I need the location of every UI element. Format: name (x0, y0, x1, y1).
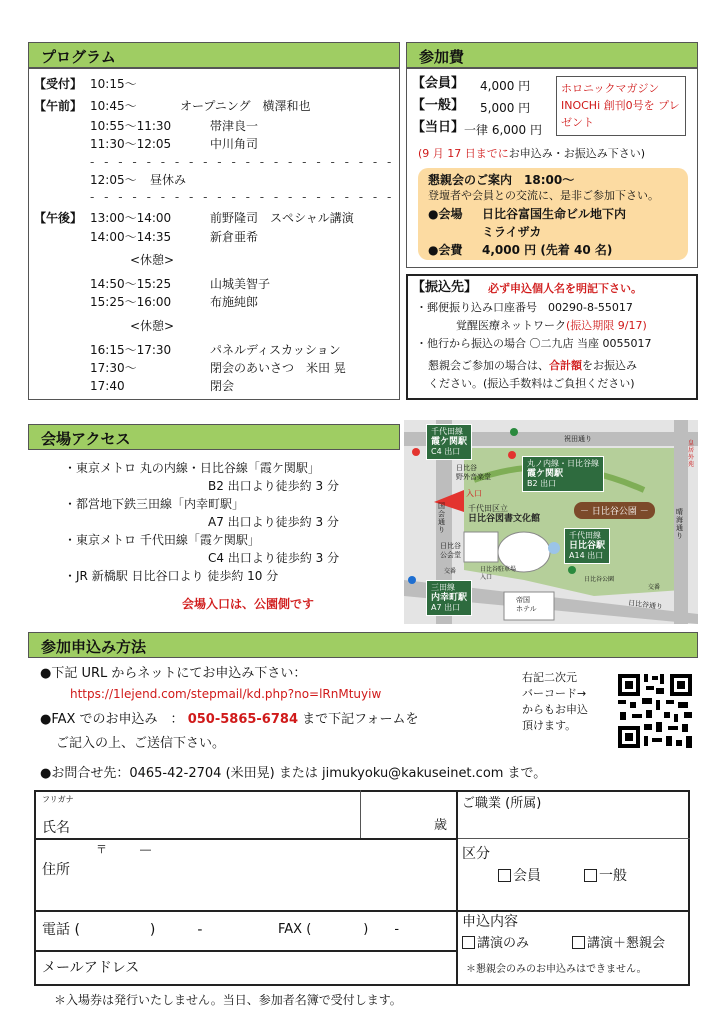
lecture-party-text: 講演＋懇親会 (587, 936, 666, 951)
hall-2: 公会堂 (440, 551, 461, 559)
qr-note-3: からもお申込 (522, 703, 588, 716)
access-line-2: B2 出口より徒歩約 3 分 (208, 479, 339, 493)
entrance-note: 会場入口は、公園側です (182, 597, 315, 611)
outdoor-2: 野外音楽堂 (456, 473, 491, 481)
apply-title: 参加申込み方法 (41, 638, 147, 656)
access-line-5: ・東京メトロ 千代田線「霞ケ関駅」 (64, 533, 260, 547)
apply-contact: ●お問合せ先：0465-42-2704 (米田晃) または jimukyoku@kakuseinet.com まで。 (40, 766, 547, 781)
am-text-3: 中川角司 (210, 137, 259, 151)
party-title: 懇親会のご案内 18:00～ (428, 173, 575, 187)
party-note-3: ください。(振込手数料はご負担ください) (428, 377, 635, 390)
qr-code-icon[interactable] (616, 672, 694, 750)
a14-station: 日比谷駅 (569, 541, 606, 551)
hotel-1: 帝国 (516, 596, 530, 604)
pm-time-9: 17:40 (90, 379, 125, 393)
am-time-1: 10:45～ (90, 99, 137, 113)
road-hibiya: 日比谷通り (627, 598, 664, 612)
station-c4-label (426, 424, 472, 460)
program-header (28, 42, 400, 68)
park-label: － 日比谷公園 － (574, 502, 655, 519)
job-input[interactable] (462, 812, 684, 834)
job-label: ご職業 (所属) (462, 796, 542, 811)
general-price: 5,000 円 (480, 101, 531, 115)
pm-text-5: 布施純郎 (210, 295, 259, 309)
c4-exit: C4 出口 (431, 447, 461, 456)
party-venue: 日比谷富国生命ビル地下内 (482, 207, 627, 221)
general-text: 一般 (599, 868, 627, 884)
pm-time-4: 14:50～15:25 (90, 277, 172, 291)
program-title: プログラム (41, 48, 116, 66)
divider-dashes-2: - - - - - - - - - - - - - - - - - - - - - - (90, 190, 395, 204)
name-input[interactable] (80, 804, 350, 834)
fax-prefix: ●FAX でのお申込み ： (40, 712, 184, 727)
am-text-1: オープニング 横澤和也 (180, 99, 311, 113)
lunch-text: 昼休み (150, 173, 187, 187)
fax-field-label[interactable]: FAX ( ) - (278, 922, 400, 937)
qr-note-1: 右記二次元 (522, 671, 577, 684)
library-ward: 千代田区立 (468, 504, 508, 513)
member-text: 会員 (513, 868, 541, 884)
pm-time-5: 15:25～16:00 (90, 295, 172, 309)
road-harumi: 晴海通り (676, 508, 683, 540)
parking-1: 日比谷駐車場 (480, 566, 517, 573)
general-label: 【一般】 (412, 98, 465, 113)
general-checkbox[interactable] (584, 869, 597, 882)
qr-note (522, 670, 588, 734)
hotel-2: ホテル (516, 605, 537, 613)
lecture-only-text: 講演のみ (477, 936, 530, 951)
outdoor-1: 日比谷 (456, 464, 477, 472)
email-label[interactable]: メールアドレス (42, 960, 140, 976)
am-text-2: 帯津良一 (210, 119, 259, 133)
pm-time-7: 16:15～17:30 (90, 343, 172, 357)
pm-label: 【午後】 (34, 211, 83, 225)
pm-time-8: 17:30～ (90, 361, 137, 375)
pm-text-7: パネルディスカッション (210, 343, 341, 357)
venue-map (404, 420, 698, 624)
deadline-note (418, 146, 645, 162)
address-label: 住所 (42, 862, 70, 878)
road-kokkai: 国会通り (438, 502, 445, 534)
deadline-red: (9 月 17 日までに (418, 147, 509, 160)
hibiya-park-mark: 日比谷公園 (584, 576, 615, 583)
content-label: 申込内容 (462, 914, 518, 930)
party-venue2: ミライザカ (482, 225, 542, 239)
holder-deadline: (振込期限 9/17) (566, 319, 647, 332)
phone-label[interactable]: 電話 ( ) - (42, 922, 203, 938)
access-line-3: ・都営地下鉄三田線「内幸町駅」 (64, 497, 245, 511)
pm-time-2: 14:00～14:35 (90, 230, 172, 244)
holder-name: 覚醒医療ネットワーク (456, 319, 566, 332)
pm-time-1: 13:00～14:00 (90, 211, 172, 225)
pm-text-1: 前野隆司 スペシャル講演 (210, 211, 354, 225)
apply-header (28, 632, 698, 658)
furigana-label: フリガナ (42, 795, 74, 804)
b2-line: 丸ノ内線・日比谷線 (527, 459, 599, 468)
koban-label: 交番 (444, 568, 457, 575)
transfer-title: 【振込先】 (412, 280, 478, 295)
station-a7-label (426, 580, 472, 616)
reception-time: 10:15～ (90, 77, 137, 91)
lecture-party-checkbox[interactable] (572, 936, 585, 949)
party-note-1: 懇親会ご参加の場合は、 (428, 359, 549, 372)
member-label: 【会員】 (412, 76, 465, 91)
am-label: 【午前】 (34, 99, 83, 113)
postal-account: ・郵便振り込み口座番号 00290-8-55017 (416, 301, 633, 314)
age-label: 歳 (434, 818, 448, 833)
address-input[interactable] (84, 856, 450, 906)
lecture-only-checkbox[interactable] (462, 936, 475, 949)
fax-suffix: まで下記フォームを (302, 712, 419, 727)
break-1: <休憩> (130, 253, 175, 267)
party-fee: 4,000 円 (先着 40 名) (482, 243, 613, 257)
member-price: 4,000 円 (480, 79, 531, 93)
road-iwai: 祝田通り (564, 435, 592, 443)
postal-mark: 〒 ― (96, 843, 151, 856)
footer-note: ＊入場券は発行いたしません。当日、参加者名簿で受付します。 (54, 993, 402, 1007)
koban-label-2: 交番 (648, 584, 661, 591)
parking-label (480, 566, 516, 582)
access-line-6: C4 出口より徒歩約 3 分 (208, 551, 340, 565)
transfer-note: 必ず申込個人名を明記下さい。 (488, 282, 642, 295)
age-input[interactable] (366, 804, 430, 834)
fee-header (406, 42, 698, 68)
lunch-time: 12:05～ (90, 173, 137, 187)
lecture-only-option[interactable] (462, 936, 529, 952)
member-checkbox[interactable] (498, 869, 511, 882)
category-general[interactable] (584, 868, 627, 884)
bank-info: ・他行から振込の場合 〇二九店 当座 0055017 (416, 337, 652, 350)
pm-text-2: 新倉亜希 (210, 230, 259, 244)
party-desc: 登壇者や会員との交流に、是非ご参加下さい。 (428, 189, 659, 202)
access-line-4: A7 出口より徒歩約 3 分 (208, 515, 339, 529)
qr-note-4: 頂けます。 (522, 719, 577, 732)
road-kokyogaien: 皇居外苑 (688, 440, 695, 468)
hall-1: 日比谷 (440, 542, 461, 550)
lecture-party-option[interactable] (572, 936, 665, 952)
b2-station: 霞ケ関駅 (527, 469, 564, 479)
fax-number: 050-5865-6784 (187, 712, 298, 727)
station-dot-c4 (510, 428, 518, 436)
entrance-label: 入口 (466, 489, 482, 498)
library-label (468, 504, 540, 524)
party-venue-label: ●会場 (428, 207, 463, 221)
account-holder (456, 318, 647, 334)
deadline-rest: お申込み・お振込み下さい) (508, 147, 646, 160)
station-b2-label (522, 456, 604, 492)
am-time-2: 10:55～11:30 (90, 119, 172, 133)
b2-exit: B2 出口 (527, 479, 557, 488)
party-note-2: をお振込み (582, 359, 637, 372)
party-fee-label: ●会費 (428, 243, 463, 257)
a7-exit: A7 出口 (431, 603, 461, 612)
library-name: 日比谷図書文化館 (468, 514, 541, 524)
c4-line: 千代田線 (431, 427, 463, 436)
apply-web: ●下記 URL からネットにてお申込み下さい： (40, 666, 307, 681)
name-label: 氏名 (42, 820, 70, 836)
am-time-3: 11:30～12:05 (90, 137, 172, 151)
access-title: 会場アクセス (41, 430, 131, 448)
fee-title: 参加費 (419, 48, 465, 66)
promo-box: ホロニックマガジン INOCHi 創刊0号を プレゼント (556, 76, 686, 136)
apply-fax-line2: ご記入の上、ご送信下さい。 (56, 736, 226, 751)
access-line-7: ・JR 新橋駅 日比谷口より 徒歩約 10 分 (64, 569, 279, 583)
pm-text-9: 閉会 (210, 379, 235, 393)
party-note-bold: 合計額 (549, 359, 582, 372)
access-line-1: ・東京メトロ 丸の内線・日比谷線「霞ケ関駅」 (64, 461, 320, 475)
qr-note-2: バーコード→ (522, 687, 587, 700)
a14-exit: A14 出口 (569, 551, 604, 560)
apply-fax (40, 712, 419, 728)
access-header (28, 424, 400, 450)
divider-dashes: - - - - - - - - - - - - - - - - - - - - - - (90, 155, 395, 169)
category-label: 区分 (462, 846, 490, 862)
break-2: <休憩> (130, 319, 175, 333)
hotel-label (516, 596, 537, 614)
sameday-label: 【当日】 (412, 120, 465, 135)
apply-url-link[interactable]: https://1lejend.com/stepmail/kd.php?no=lRnMtuyiw (70, 687, 382, 701)
category-member[interactable] (498, 868, 541, 884)
reception-label: 【受付】 (34, 77, 83, 91)
pm-text-4: 山城美智子 (210, 277, 271, 291)
a7-station: 内幸町駅 (431, 593, 468, 603)
outdoor-label (456, 464, 491, 482)
pm-text-8: 閉会のあいさつ 米田 晃 (210, 361, 346, 375)
a7-line: 三田線 (431, 583, 455, 592)
party-only-note: ＊懇親会のみのお申込みはできません。 (466, 964, 647, 975)
party-payment-note (428, 358, 637, 374)
hall-label (440, 542, 461, 560)
station-a14-label (564, 528, 610, 564)
parking-2: 入口 (480, 574, 493, 581)
c4-station: 霞ケ関駅 (431, 437, 468, 447)
a14-line: 千代田線 (569, 531, 601, 540)
sameday-price: 一律 6,000 円 (464, 123, 542, 137)
